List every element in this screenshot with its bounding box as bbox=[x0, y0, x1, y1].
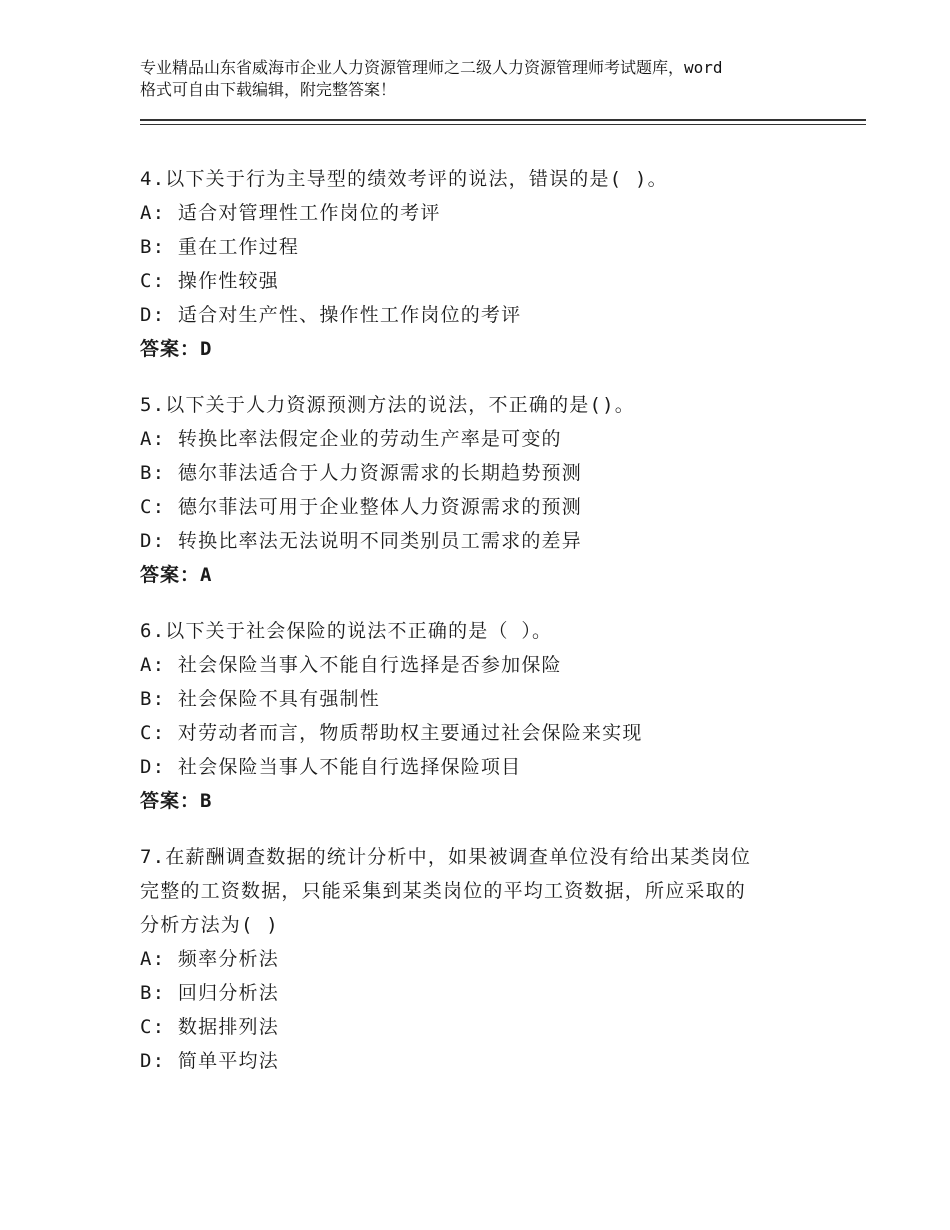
question-6 bbox=[140, 614, 860, 818]
question-stem bbox=[140, 388, 860, 422]
option-d: D: 简单平均法 bbox=[140, 1050, 279, 1072]
answer-label: 答案：D bbox=[140, 338, 213, 360]
question-text-line-3: 分析方法为( ) bbox=[140, 914, 279, 936]
question-text-line-1: 7.在薪酬调查数据的统计分析中，如果被调查单位没有给出某类岗位 bbox=[140, 846, 752, 868]
question-4 bbox=[140, 162, 860, 366]
question-stem bbox=[140, 614, 860, 648]
option-b: B: 社会保险不具有强制性 bbox=[140, 688, 380, 710]
answer-label: 答案：B bbox=[140, 790, 213, 812]
option-b: B: 回归分析法 bbox=[140, 982, 279, 1004]
question-text-line-2: 完整的工资数据，只能采集到某类岗位的平均工资数据，所应采取的 bbox=[140, 880, 747, 902]
header-divider-bottom bbox=[140, 124, 866, 125]
option-a: A: 频率分析法 bbox=[140, 948, 279, 970]
option-c: C: 德尔菲法可用于企业整体人力资源需求的预测 bbox=[140, 496, 582, 518]
document-header bbox=[140, 57, 820, 101]
header-divider-top bbox=[140, 119, 866, 121]
option-c: C: 对劳动者而言，物质帮助权主要通过社会保险来实现 bbox=[140, 722, 643, 744]
answer-label: 答案：A bbox=[140, 564, 213, 586]
option-c: C: 操作性较强 bbox=[140, 270, 279, 292]
question-stem bbox=[140, 840, 860, 942]
header-line-2: 格式可自由下载编辑，附完整答案！ bbox=[140, 80, 397, 99]
option-a: A: 转换比率法假定企业的劳动生产率是可变的 bbox=[140, 428, 562, 450]
option-a: A: 适合对管理性工作岗位的考评 bbox=[140, 202, 441, 224]
option-d: D: 转换比率法无法说明不同类别员工需求的差异 bbox=[140, 530, 582, 552]
question-stem bbox=[140, 162, 860, 196]
question-5 bbox=[140, 388, 860, 592]
option-b: B: 德尔菲法适合于人力资源需求的长期趋势预测 bbox=[140, 462, 582, 484]
option-d: D: 适合对生产性、操作性工作岗位的考评 bbox=[140, 304, 522, 326]
question-text: 6.以下关于社会保险的说法不正确的是（ ）。 bbox=[140, 620, 553, 642]
header-line-1: 专业精品山东省威海市企业人力资源管理师之二级人力资源管理师考试题库，word bbox=[140, 58, 723, 77]
option-b: B: 重在工作过程 bbox=[140, 236, 300, 258]
option-d: D: 社会保险当事人不能自行选择保险项目 bbox=[140, 756, 522, 778]
question-7 bbox=[140, 840, 860, 1078]
option-c: C: 数据排列法 bbox=[140, 1016, 279, 1038]
question-text: 4.以下关于行为主导型的绩效考评的说法，错误的是( )。 bbox=[140, 168, 668, 190]
option-a: A: 社会保险当事入不能自行选择是否参加保险 bbox=[140, 654, 562, 676]
question-list bbox=[140, 162, 860, 1100]
question-text: 5.以下关于人力资源预测方法的说法，不正确的是()。 bbox=[140, 394, 635, 416]
